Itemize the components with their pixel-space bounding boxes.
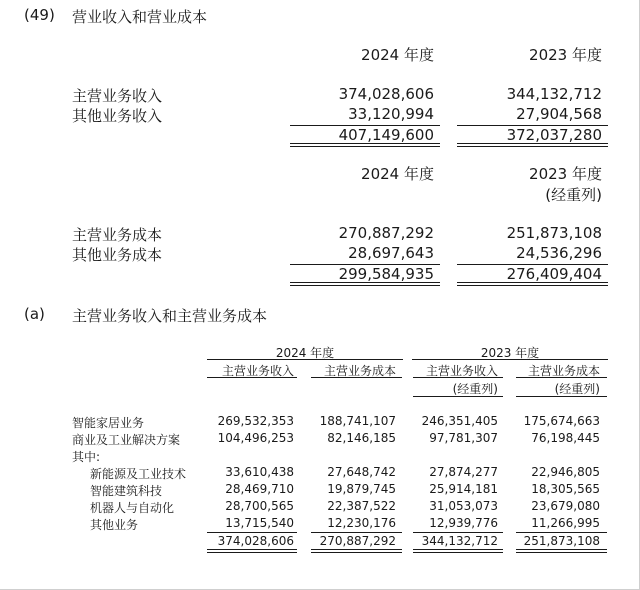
segment-value: 175,674,663 (523, 414, 600, 428)
segment-value: 76,198,445 (531, 431, 600, 445)
rule (207, 532, 297, 533)
rule (311, 377, 402, 378)
segment-label: 商业及工业解决方案 (72, 433, 181, 447)
sub-total-value: 270,887,292 (319, 534, 396, 548)
sub-segment-value: 23,679,080 (531, 499, 600, 513)
rule (413, 377, 503, 378)
sub-segment-value: 27,874,277 (429, 465, 498, 479)
rule (516, 377, 607, 378)
sub-segment-value: 11,266,995 (531, 516, 600, 530)
revenue-header-2024: 2024 年度 (361, 46, 434, 64)
cost-row-label: 其他业务成本 (72, 246, 163, 264)
segment-value: 97,781,307 (429, 431, 498, 445)
segment-value: 82,146,185 (327, 431, 396, 445)
revenue-row-label: 其他业务收入 (72, 107, 163, 125)
sub-col-cost-2023: 主营业务成本 (527, 364, 600, 378)
sub-segment-value: 31,053,073 (429, 499, 498, 513)
double-rule (457, 143, 608, 147)
segment-value: 188,741,107 (319, 414, 396, 428)
cost-total-2023: 276,409,404 (506, 265, 602, 283)
sub-segment-label: 智能建筑科技 (90, 484, 163, 498)
rule (207, 377, 297, 378)
sub-segment-value: 27,648,742 (327, 465, 396, 479)
note-title: 营业收入和营业成本 (72, 8, 208, 26)
sub-col-cost-2024: 主营业务成本 (323, 364, 396, 378)
segment-value: 269,532,353 (217, 414, 294, 428)
revenue-row-2023: 27,904,568 (516, 105, 602, 123)
of-which-label: 其中: (72, 450, 101, 464)
sub-segment-value: 25,914,181 (429, 482, 498, 496)
rule (412, 359, 608, 360)
sub-total-value: 374,028,606 (217, 534, 294, 548)
rule (311, 532, 402, 533)
rule (207, 359, 403, 360)
sub-total-value: 344,132,712 (421, 534, 498, 548)
sub-segment-value: 33,610,438 (225, 465, 294, 479)
sub-col-rev-2023: 主营业务收入 (425, 364, 498, 378)
sub-col-rev-2024: 主营业务收入 (221, 364, 294, 378)
sub-segment-value: 22,387,522 (327, 499, 396, 513)
sub-segment-value: 13,715,540 (225, 516, 294, 530)
sub-restated-rev: (经重列) (452, 382, 498, 396)
sub-segment-label: 机器人与自动化 (90, 501, 175, 515)
double-rule (290, 143, 440, 147)
sub-segment-value: 19,879,745 (327, 482, 396, 496)
segment-value: 246,351,405 (421, 414, 498, 428)
revenue-row-2024: 33,120,994 (348, 105, 434, 123)
sub-restated-cost: (经重列) (554, 382, 600, 396)
segment-label: 智能家居业务 (72, 416, 145, 430)
revenue-row-2024: 374,028,606 (338, 85, 434, 103)
cost-header-restated: (经重列) (545, 186, 602, 204)
revenue-row-2023: 344,132,712 (506, 85, 602, 103)
double-rule (457, 282, 608, 286)
double-rule (311, 549, 402, 553)
cost-header-2024: 2024 年度 (361, 165, 434, 183)
sub-segment-value: 28,700,565 (225, 499, 294, 513)
cost-header-2023: 2023 年度 (529, 165, 602, 183)
sub-segment-value: 12,939,776 (429, 516, 498, 530)
sub-total-value: 251,873,108 (523, 534, 600, 548)
sub-segment-value: 12,230,176 (327, 516, 396, 530)
revenue-row-label: 主营业务收入 (72, 87, 163, 105)
cost-row-2023: 251,873,108 (506, 224, 602, 242)
rule (516, 532, 607, 533)
note-number: (49) (24, 6, 55, 24)
cost-total-2024: 299,584,935 (338, 265, 434, 283)
sub-segment-label: 其他业务 (90, 518, 139, 532)
revenue-total-2024: 407,149,600 (338, 126, 434, 144)
double-rule (207, 549, 297, 553)
double-rule (413, 549, 503, 553)
sub-title: 主营业务收入和主营业务成本 (72, 307, 268, 325)
sub-year-2024: 2024 年度 (275, 346, 335, 360)
cost-row-2024: 28,697,643 (348, 244, 434, 262)
sub-segment-value: 18,305,565 (531, 482, 600, 496)
revenue-total-2023: 372,037,280 (506, 126, 602, 144)
sub-number: (a) (24, 305, 45, 323)
rule (413, 396, 503, 397)
rule (413, 532, 503, 533)
double-rule (516, 549, 607, 553)
sub-segment-value: 28,469,710 (225, 482, 294, 496)
revenue-header-2023: 2023 年度 (529, 46, 602, 64)
cost-row-2023: 24,536,296 (516, 244, 602, 262)
double-rule (290, 282, 440, 286)
sub-segment-label: 新能源及工业技术 (90, 467, 187, 481)
cost-row-label: 主营业务成本 (72, 226, 163, 244)
segment-value: 104,496,253 (217, 431, 294, 445)
cost-row-2024: 270,887,292 (338, 224, 434, 242)
sub-segment-value: 22,946,805 (531, 465, 600, 479)
sub-year-2023: 2023 年度 (480, 346, 540, 360)
rule (516, 396, 607, 397)
